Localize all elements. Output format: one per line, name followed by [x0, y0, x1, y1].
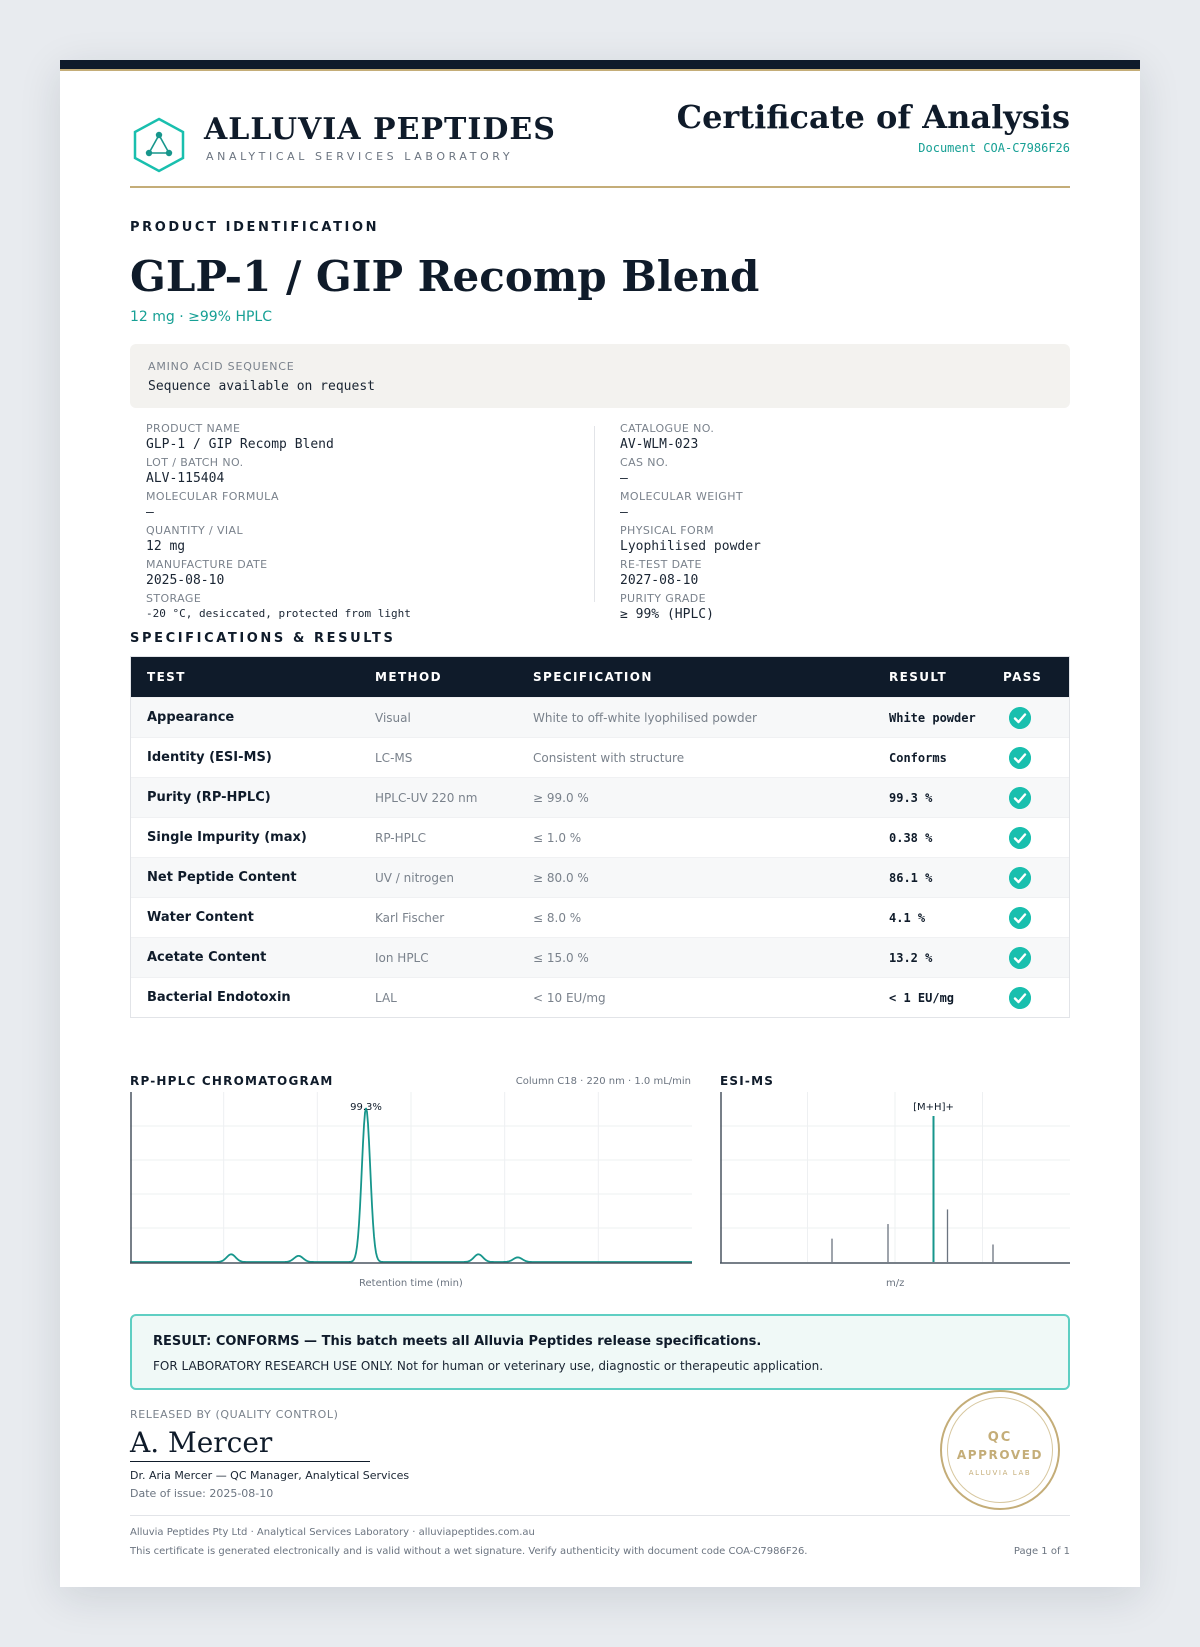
- issue-date: Date of issue: 2025-08-10: [130, 1487, 274, 1500]
- cell-test: Appearance: [147, 710, 235, 725]
- table-header: [131, 657, 1069, 697]
- page-number: Page 1 of 1: [1013, 1546, 1070, 1557]
- info-label: LOT / BATCH NO.: [146, 456, 244, 469]
- hexagon-logo-icon: [132, 116, 186, 174]
- pass-check-icon: [1009, 787, 1031, 809]
- info-label: STORAGE: [146, 592, 202, 605]
- sequence-label: AMINO ACID SEQUENCE: [148, 360, 295, 373]
- info-cas-number: [620, 456, 668, 486]
- info-product-name: [146, 422, 334, 452]
- info-purity-grade: [620, 592, 714, 622]
- info-lot-number: [146, 456, 244, 486]
- info-physical-form: [620, 524, 761, 554]
- info-manufacture-date: [146, 558, 268, 588]
- brand-name: ALLUVIA PEPTIDES: [204, 112, 556, 147]
- info-retest-date: [620, 558, 702, 588]
- info-label: CATALOGUE NO.: [620, 422, 715, 435]
- info-quantity: [146, 524, 243, 554]
- specifications-table: [130, 656, 1070, 1018]
- cell-specification: ≤ 8.0 %: [533, 910, 582, 925]
- result-conformance-box: [130, 1314, 1070, 1390]
- cell-specification: < 10 EU/mg: [533, 990, 606, 1005]
- cell-result: < 1 EU/mg: [889, 990, 955, 1005]
- footer-divider: [130, 1515, 1070, 1516]
- cell-specification: ≤ 15.0 %: [533, 950, 589, 965]
- info-molecular-formula: [146, 490, 279, 520]
- peak-annotation: 99.3%: [350, 1102, 382, 1113]
- info-molecular-weight: [620, 490, 743, 520]
- cell-result: 4.1 %: [889, 910, 926, 925]
- cell-method: Ion HPLC: [375, 950, 429, 965]
- hplc-chart-note: Column C18 · 220 nm · 1.0 mL/min: [515, 1076, 691, 1087]
- cell-test: Water Content: [147, 910, 254, 925]
- table-row: [131, 817, 1069, 857]
- info-value: ALV-115404: [146, 471, 225, 486]
- signature-line: [130, 1461, 370, 1462]
- info-label: PHYSICAL FORM: [620, 524, 715, 537]
- cell-specification: Consistent with structure: [533, 750, 685, 765]
- product-name: GLP-1 / GIP Recomp Blend: [130, 252, 760, 301]
- brand-subtitle: ANALYTICAL SERVICES LABORATORY: [206, 150, 514, 163]
- esims-chart-title: ESI-MS: [720, 1074, 775, 1088]
- table-row: [131, 777, 1069, 817]
- esims-spectrum-chart: [720, 1092, 1070, 1266]
- cell-specification: ≥ 80.0 %: [533, 870, 589, 885]
- info-catalogue-number: [620, 422, 714, 452]
- info-label: MOLECULAR WEIGHT: [620, 490, 743, 503]
- signer-name: Dr. Aria Mercer — QC Manager, Analytical Services: [130, 1469, 410, 1482]
- info-value: ≥ 99% (HPLC): [620, 607, 714, 622]
- cell-test: Bacterial Endotoxin: [147, 990, 291, 1005]
- cell-result: 13.2 %: [889, 950, 933, 965]
- column-header-test: TEST: [147, 670, 186, 684]
- stamp-line-2: APPROVED: [956, 1448, 1044, 1462]
- cell-method: Karl Fischer: [375, 910, 445, 925]
- cell-result: Conforms: [889, 750, 947, 765]
- table-row: [131, 857, 1069, 897]
- cell-result: 86.1 %: [889, 870, 933, 885]
- info-value: Lyophilised powder: [620, 539, 761, 554]
- table-row: [131, 737, 1069, 777]
- peak-annotation: [M+H]+: [913, 1102, 954, 1113]
- column-header-method: METHOD: [375, 670, 442, 684]
- cell-result: 0.38 %: [889, 830, 933, 845]
- cell-specification: ≥ 99.0 %: [533, 790, 589, 805]
- info-label: MANUFACTURE DATE: [146, 558, 268, 571]
- specs-section-label: SPECIFICATIONS & RESULTS: [130, 631, 396, 646]
- cell-method: UV / nitrogen: [375, 870, 454, 885]
- info-label: PURITY GRADE: [620, 592, 706, 605]
- cell-test: Net Peptide Content: [147, 870, 297, 885]
- hplc-x-axis-label: Retention time (min): [359, 1278, 463, 1289]
- column-header-specification: SPECIFICATION: [533, 670, 653, 684]
- cell-specification: ≤ 1.0 %: [533, 830, 582, 845]
- info-storage: [146, 592, 411, 620]
- result-statement: RESULT: CONFORMS — This batch meets all Alluvia Peptides release specifications.: [153, 1334, 762, 1349]
- table-row: [131, 937, 1069, 977]
- stamp-line-3: ALLUVIA LAB: [968, 1469, 1032, 1477]
- pass-check-icon: [1009, 707, 1031, 729]
- column-header-result: RESULT: [889, 670, 948, 684]
- info-value: —: [620, 505, 628, 520]
- esims-x-axis-label: m/z: [886, 1278, 905, 1289]
- hplc-chart-title: RP-HPLC CHROMATOGRAM: [130, 1074, 334, 1088]
- info-value: 12 mg: [146, 539, 186, 554]
- document-title: Certificate of Analysis: [676, 98, 1070, 136]
- info-value: GLP-1 / GIP Recomp Blend: [146, 437, 334, 452]
- hplc-chromatogram-chart: [130, 1092, 692, 1266]
- document-code: Document COA-C7986F26: [918, 141, 1070, 155]
- info-label: CAS NO.: [620, 456, 669, 469]
- info-label: MOLECULAR FORMULA: [146, 490, 279, 503]
- top-bar-accent: [60, 69, 1140, 71]
- qc-approved-stamp: [940, 1390, 1060, 1510]
- certificate-sheet: [60, 60, 1140, 1587]
- released-by-label: RELEASED BY (QUALITY CONTROL): [130, 1408, 339, 1421]
- cell-result: 99.3 %: [889, 790, 933, 805]
- cell-test: Purity (RP-HPLC): [147, 790, 271, 805]
- sequence-value: Sequence available on request: [148, 379, 375, 394]
- info-value: 2027-08-10: [620, 573, 699, 588]
- info-value: —: [146, 505, 154, 520]
- table-row: [131, 697, 1069, 737]
- cell-test: Identity (ESI-MS): [147, 750, 272, 765]
- table-row: [131, 897, 1069, 937]
- research-use-disclaimer: FOR LABORATORY RESEARCH USE ONLY. Not for human or veterinary use, diagnostic or therapeutic application.: [153, 1359, 824, 1373]
- info-label: PRODUCT NAME: [146, 422, 241, 435]
- column-header-pass: PASS: [1003, 670, 1043, 684]
- cell-method: LC-MS: [375, 750, 413, 765]
- footer-company: Alluvia Peptides Pty Ltd · Analytical Services Laboratory · alluviapeptides.com.au: [130, 1527, 535, 1538]
- cell-test: Acetate Content: [147, 950, 267, 965]
- pass-check-icon: [1009, 827, 1031, 849]
- info-label: RE-TEST DATE: [620, 558, 702, 571]
- product-section-label: PRODUCT IDENTIFICATION: [130, 220, 380, 235]
- stamp-line-1: QC: [987, 1430, 1013, 1445]
- pass-check-icon: [1009, 987, 1031, 1009]
- signature: A. Mercer: [130, 1426, 273, 1459]
- info-value: -20 °C, desiccated, protected from light: [146, 607, 411, 620]
- info-value: —: [620, 471, 628, 486]
- cell-test: Single Impurity (max): [147, 830, 307, 845]
- sequence-box: [130, 344, 1070, 408]
- top-bar: [60, 60, 1140, 69]
- cell-method: HPLC-UV 220 nm: [375, 790, 478, 805]
- pass-check-icon: [1009, 947, 1031, 969]
- info-label: QUANTITY / VIAL: [146, 524, 243, 537]
- cell-method: RP-HPLC: [375, 830, 426, 845]
- footer-validity-note: This certificate is generated electronically and is valid without a wet signature. Verify authenticity with document code COA-C7986F26.: [130, 1546, 808, 1557]
- pass-check-icon: [1009, 867, 1031, 889]
- pass-check-icon: [1009, 747, 1031, 769]
- cell-specification: White to off-white lyophilised powder: [533, 710, 757, 725]
- info-value: AV-WLM-023: [620, 437, 699, 452]
- header-divider: [130, 186, 1070, 188]
- info-value: 2025-08-10: [146, 573, 225, 588]
- info-divider: [594, 426, 595, 602]
- product-subtitle: 12 mg · ≥99% HPLC: [130, 309, 272, 325]
- cell-method: Visual: [375, 710, 411, 725]
- pass-check-icon: [1009, 907, 1031, 929]
- cell-method: LAL: [375, 990, 397, 1005]
- cell-result: White powder: [889, 710, 976, 725]
- table-row: [131, 977, 1069, 1017]
